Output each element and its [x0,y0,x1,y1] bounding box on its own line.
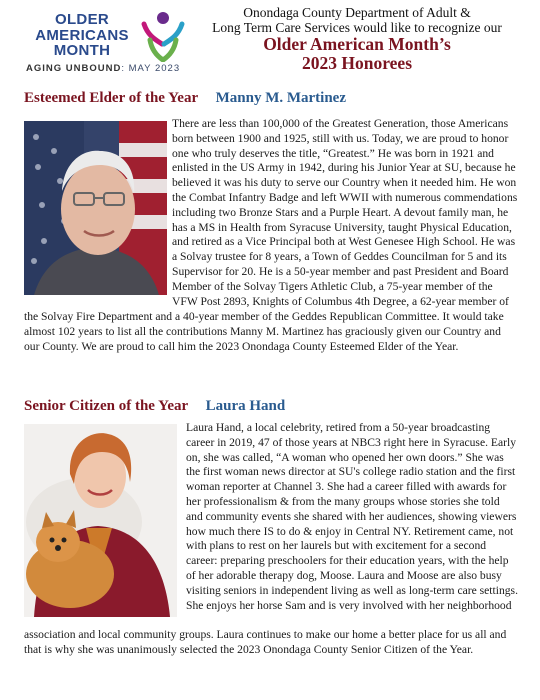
honoree-name: Manny M. Martinez [215,90,346,106]
honoree-name: Laura Hand [205,398,286,414]
section1-text-full-width: the Solvay Fire Department and a 40-year member of the Geddes Republican Committee. It would take almost 102 years to list all the contributions Manny M. Martinez has graciously given our Country and our County. We are proud to call him the 2023 Onondaga County Esteemed Elder of the Year. [24,310,504,353]
honoree-photo-manny-martinez [24,121,167,295]
honoree-photo-laura-hand [24,424,177,617]
header-title-line-2: 2023 Honorees [301,53,413,73]
older-americans-month-logo [26,10,186,82]
header-intro-line-1: Onondaga County Department of Adult & [243,5,471,20]
section2-text-beside-photo: Laura Hand, a local celebrity, retired from a 50-year broadcasting career in 2019, 47 of those years at NBC3 right here in Syracuse. Early on, she was called, “A woman who opened her own doors.” She was the first woman news director at SU's college radio station and the first woman reporter at Channel 3. She had a career filled with awards for her professionalism & from the many groups whose stories she told and community events she shared with her audiences, showing viewers how much there IS to do & enjoy in Central NY. Retirement came, not with plans to rest on her laurels but with excitement for a second career: preparing preschoolers for their education years, with the help of her adorable therapy dog, Moose. Laura and Moose are also busy visiting seniors in independent living as well as long-term care settings. She enjoys her horse Sam and is very involved with her neighborhood [186,421,518,612]
logo-line-older: OLDER [55,11,109,28]
header-intro-line-2: Long Term Care Services would like to recognize our [212,20,502,35]
page-header [192,5,522,73]
section-heading-esteemed-elder [24,90,346,107]
section-heading-senior-citizen [24,398,285,415]
header-title-line-1: Older American Month’s [263,34,451,54]
category-label: Esteemed Elder of the Year [24,90,198,106]
logo-figure-icon [138,10,188,62]
section2-text-full-width: association and local community groups. Laura continues to make our home a better place for us all and that is why she was unanimously selected the 2023 Onondaga County Senior Citizen of the Year. [24,628,507,656]
logo-line-americans-month: AMERICANS MONTH [35,27,129,59]
category-label: Senior Citizen of the Year [24,398,188,414]
logo-tagline: AGING UNBOUND: MAY 2023 [26,63,181,74]
section1-text-beside-photo: There are less than 100,000 of the Greatest Generation, those Americans born between 1900 and 1925, still with us. Today, we are proud to honor one who truly deserves the title, “Greatest.” He was born in 1921 and enlisted in the US Army in 1942, during his Junior Year at SU, because he believed it was his duty to serve our Country when it needed him. He won the Combat Infantry Badge and left WWII with numerous commendations including two Bronze Stars and a Purple Heart. A devout family man, he has a MS in Health from Syracuse University, taught Physical Education, and retired as a Vice Principal both at West Genesee High School. He was a Solvay trustee for 8 years, a Town of Geddes Councilman for 5 and its Supervisor for 20. He is a 50-year member and past President and Board Member of the Solvay Tigers Athletic Club, a 75-year member of the VFW Post 2893, Knights of Columbus 4th Degree, a 62-year member of [172,117,518,308]
